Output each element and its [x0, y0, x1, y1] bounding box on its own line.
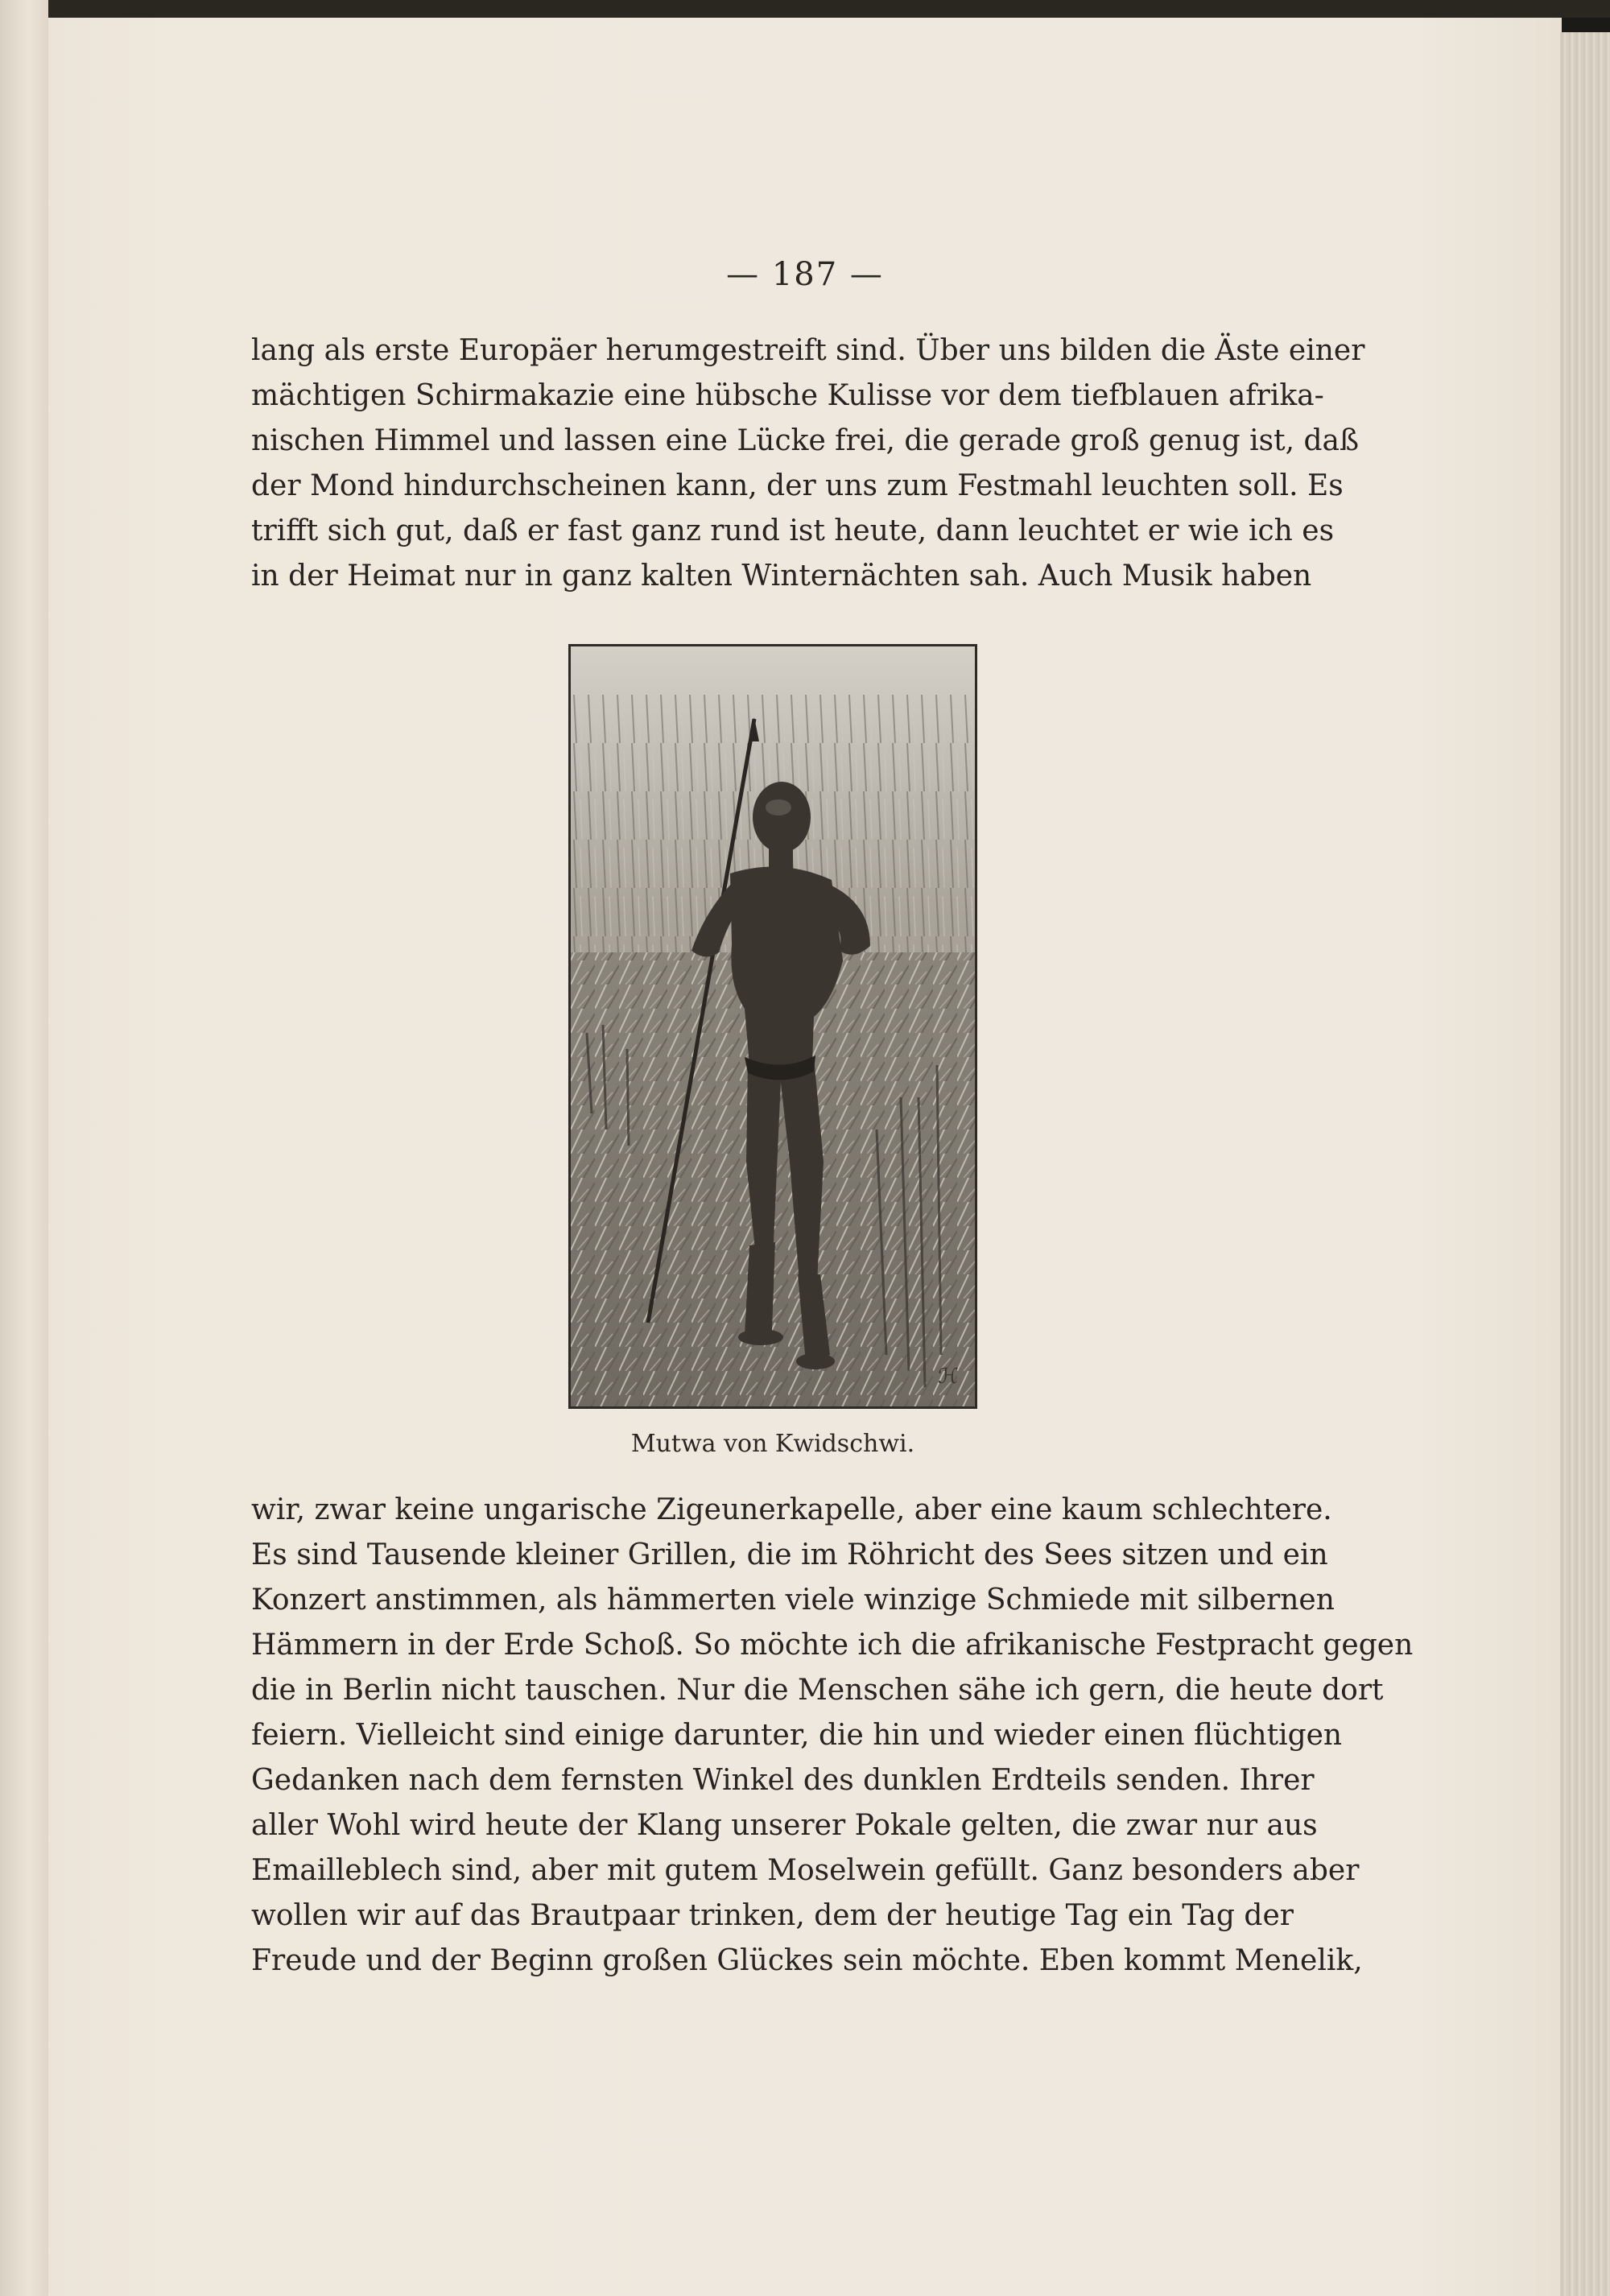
paragraph-bottom — [251, 1488, 1414, 1984]
text-line: mächtigen Schirmakazie eine hübsche Kulisse vor dem tiefblauen afrika- — [251, 379, 1324, 412]
text-line: Gedanken nach dem fernsten Winkel des dunklen Erdteils senden. Ihrer — [251, 1764, 1315, 1797]
text-line: nischen Himmel und lassen eine Lücke frei, die gerade groß genug ist, daß — [251, 424, 1360, 457]
photo-illustration — [571, 646, 975, 1406]
text-line: aller Wohl wird heute der Klang unserer Pokale gelten, die zwar nur aus — [251, 1809, 1318, 1842]
text-line: trifft sich gut, daß er fast ganz rund ist heute, dann leuchtet er wie ich es — [251, 514, 1335, 547]
page-number: — 187 — — [726, 256, 884, 293]
text-line: Hämmern in der Erde Schoß. So möchte ich die afrikanische Festpracht gegen — [251, 1629, 1414, 1662]
paragraph-top — [251, 328, 1365, 599]
svg-text:ℋ: ℋ — [938, 1365, 959, 1389]
text-line: in der Heimat nur in ganz kalten Winternächten sah. Auch Musik haben — [251, 560, 1312, 593]
binding-edge — [0, 0, 48, 2296]
text-line: Emailleblech sind, aber mit gutem Moselwein gefüllt. Ganz besonders aber — [251, 1854, 1360, 1887]
text-line: feiern. Vielleicht sind einige darunter, die hin und wieder einen flüchtigen — [251, 1719, 1343, 1752]
text-line: die in Berlin nicht tauschen. Nur die Menschen sähe ich gern, die heute dort — [251, 1674, 1384, 1707]
text-line: Es sind Tausende kleiner Grillen, die im Röhricht des Sees sitzen und ein — [251, 1538, 1328, 1571]
text-line: wollen wir auf das Brautpaar trinken, dem der heutige Tag ein Tag der — [251, 1899, 1294, 1932]
photo-figure — [568, 644, 977, 1409]
text-line: wir, zwar keine ungarische Zigeunerkapelle, aber eine kaum schlechtere. — [251, 1493, 1332, 1526]
text-line: lang als erste Europäer herumgestreift sind. Über uns bilden die Äste einer — [251, 334, 1365, 367]
page-stack-edge — [1560, 32, 1610, 2296]
figure-caption: Mutwa von Kwidschwi. — [630, 1430, 915, 1458]
scan-top-border — [0, 0, 1610, 18]
text-line: der Mond hindurchscheinen kann, der uns zum Festmahl leuchten soll. Es — [251, 469, 1344, 502]
text-line: Konzert anstimmen, als hämmerten viele winzige Schmiede mit silbernen — [251, 1584, 1335, 1617]
text-line: Freude und der Beginn großen Glückes sein möchte. Eben kommt Menelik, — [251, 1944, 1363, 1977]
